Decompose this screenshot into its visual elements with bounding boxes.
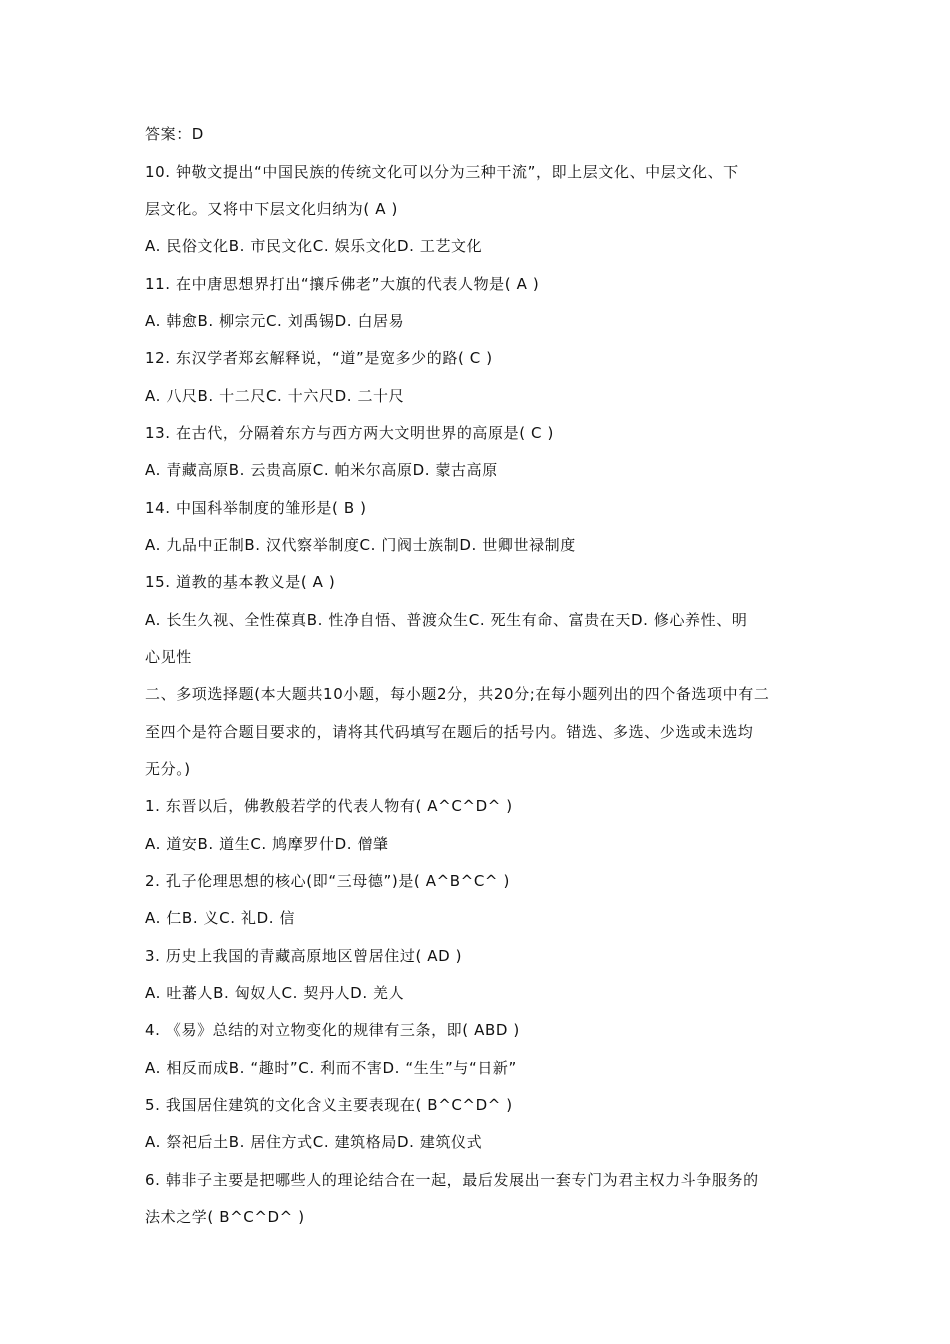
section-heading-end: 无分。) — [145, 760, 191, 778]
multi-question-5-options: A. 祭祀后土B. 居住方式C. 建筑格局D. 建筑仪式 — [145, 1133, 483, 1151]
multi-question-1: 1. 东晋以后，佛教般若学的代表人物有( A^C^D^ ) — [145, 797, 513, 815]
question-12: 12. 东汉学者郑玄解释说，“道”是宽多少的路( C ) — [145, 349, 493, 367]
question-14: 14. 中国科举制度的雏形是( B ) — [145, 499, 367, 517]
question-14-options: A. 九品中正制B. 汉代察举制度C. 门阀士族制D. 世卿世禄制度 — [145, 536, 576, 554]
multi-question-1-options: A. 道安B. 道生C. 鸠摩罗什D. 僧肇 — [145, 835, 389, 853]
question-13-options: A. 青藏高原B. 云贵高原C. 帕米尔高原D. 蒙古高原 — [145, 461, 498, 479]
question-15: 15. 道教的基本教义是( A ) — [145, 573, 336, 591]
multi-question-4: 4. 《易》总结的对立物变化的规律有三条，即( ABD ) — [145, 1021, 520, 1039]
question-12-options: A. 八尺B. 十二尺C. 十六尺D. 二十尺 — [145, 387, 405, 405]
question-11: 11. 在中唐思想界打出“攘斥佛老”大旗的代表人物是( A ) — [145, 275, 540, 293]
section-heading: 二、多项选择题(本大题共10小题，每小题2分，共20分;在每小题列出的四个备选项中有二 — [145, 685, 770, 703]
question-10-options: A. 民俗文化B. 市民文化C. 娱乐文化D. 工艺文化 — [145, 237, 483, 255]
answer-line: 答案：D — [145, 125, 204, 143]
section-heading-cont: 至四个是符合题目要求的，请将其代码填写在题后的括号内。错选、多选、少选或未选均 — [145, 723, 754, 741]
multi-question-6: 6. 韩非子主要是把哪些人的理论结合在一起，最后发展出一套专门为君主权力斗争服务的 — [145, 1171, 759, 1189]
multi-question-6-cont: 法术之学( B^C^D^ ) — [145, 1208, 305, 1226]
multi-question-3-options: A. 吐蕃人B. 匈奴人C. 契丹人D. 羌人 — [145, 984, 405, 1002]
question-10: 10. 钟敬文提出“中国民族的传统文化可以分为三种干流”，即上层文化、中层文化、下 — [145, 163, 739, 181]
multi-question-4-options: A. 相反而成B. “趣时”C. 利而不害D. “生生”与“日新” — [145, 1059, 517, 1077]
multi-question-5: 5. 我国居住建筑的文化含义主要表现在( B^C^D^ ) — [145, 1096, 513, 1114]
question-13: 13. 在古代，分隔着东方与西方两大文明世界的高原是( C ) — [145, 424, 554, 442]
multi-question-2: 2. 孔子伦理思想的核心(即“三母德”)是( A^B^C^ ) — [145, 872, 510, 890]
question-11-options: A. 韩愈B. 柳宗元C. 刘禹锡D. 白居易 — [145, 312, 405, 330]
question-15-options: A. 长生久视、全性葆真B. 性净自悟、普渡众生C. 死生有命、富贵在天D. 修心养性、明 — [145, 611, 748, 629]
question-10-cont: 层文化。又将中下层文化归纳为( A ) — [145, 200, 398, 218]
multi-question-2-options: A. 仁B. 义C. 礼D. 信 — [145, 909, 296, 927]
multi-question-3: 3. 历史上我国的青藏高原地区曾居住过( AD ) — [145, 947, 463, 965]
question-15-options-cont: 心见性 — [145, 648, 192, 666]
